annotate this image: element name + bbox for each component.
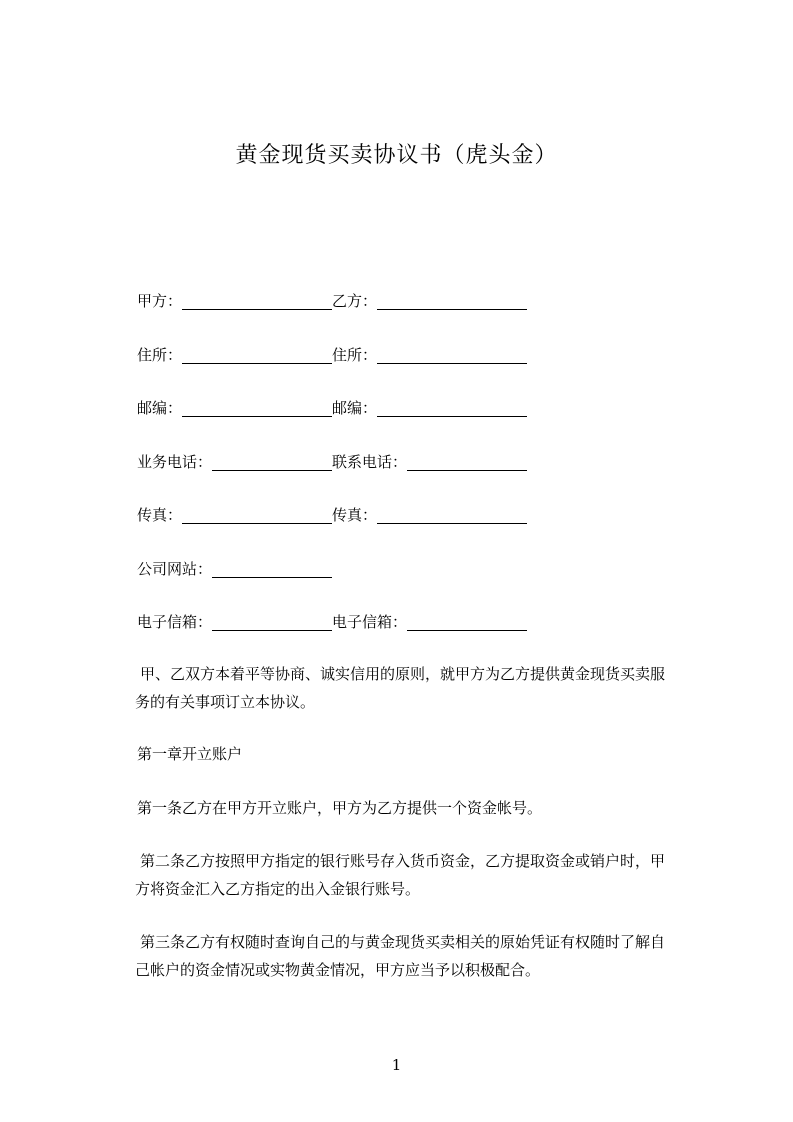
website-blank[interactable] xyxy=(212,558,332,578)
article-1 xyxy=(137,794,703,822)
chapter-1-heading xyxy=(137,740,703,768)
business-phone-blank[interactable] xyxy=(212,451,332,471)
party-row xyxy=(137,290,527,312)
intro-paragraph xyxy=(137,660,703,716)
fax-a-blank[interactable] xyxy=(182,504,332,524)
article-2 xyxy=(137,847,703,903)
party-a-blank[interactable] xyxy=(182,290,332,310)
fax-row xyxy=(137,504,527,526)
email-row xyxy=(137,611,527,633)
party-a-label: 甲方： xyxy=(137,292,183,310)
address-a-blank[interactable] xyxy=(182,344,332,364)
article-2-line-2: 方将资金汇入乙方指定的出入金银行账号。 xyxy=(135,880,421,898)
business-phone-label: 业务电话： xyxy=(137,453,213,471)
article-3-line-2: 己帐户的资金情况或实物黄金情况，甲方应当予以积极配合。 xyxy=(135,961,541,979)
article-2-line-1: 第二条乙方按照甲方指定的银行账号存入货币资金，乙方提取资金或销户时，甲 xyxy=(140,852,666,870)
address-row xyxy=(137,344,527,366)
email-b-blank[interactable] xyxy=(407,611,527,631)
address-b-label: 住所： xyxy=(332,346,378,364)
party-b-label: 乙方： xyxy=(332,292,378,310)
page-number: 1 xyxy=(391,1056,402,1074)
address-a-label: 住所： xyxy=(137,346,183,364)
website-label: 公司网站： xyxy=(137,560,213,578)
postcode-a-label: 邮编： xyxy=(137,399,183,417)
article-3-line-1: 第三条乙方有权随时查询自己的与黄金现货买卖相关的原始凭证有权随时了解自 xyxy=(140,933,666,951)
email-a-blank[interactable] xyxy=(212,611,332,631)
address-b-blank[interactable] xyxy=(377,344,527,364)
email-a-label: 电子信箱： xyxy=(137,613,213,631)
contact-phone-label: 联系电话： xyxy=(332,453,408,471)
postcode-row xyxy=(137,397,527,419)
postcode-a-blank[interactable] xyxy=(182,397,332,417)
chapter-1-text: 第一章开立账户 xyxy=(137,745,243,763)
phone-row xyxy=(137,451,527,473)
intro-line-1: 甲、乙双方本着平等协商、诚实信用的原则，就甲方为乙方提供黄金现货买卖服 xyxy=(140,665,666,683)
email-b-label: 电子信箱： xyxy=(332,613,408,631)
postcode-b-label: 邮编： xyxy=(332,399,378,417)
party-b-blank[interactable] xyxy=(377,290,527,310)
intro-line-2: 务的有关事项订立本协议。 xyxy=(135,693,316,711)
fax-b-label: 传真： xyxy=(332,506,378,524)
fax-a-label: 传真： xyxy=(137,506,183,524)
document-title: 黄金现货买卖协议书（虎头金） xyxy=(235,143,558,168)
fax-b-blank[interactable] xyxy=(377,504,527,524)
contact-phone-blank[interactable] xyxy=(407,451,527,471)
article-1-text: 第一条乙方在甲方开立账户，甲方为乙方提供一个资金帐号。 xyxy=(137,799,543,817)
website-row xyxy=(137,558,332,580)
article-3 xyxy=(137,928,703,984)
postcode-b-blank[interactable] xyxy=(377,397,527,417)
